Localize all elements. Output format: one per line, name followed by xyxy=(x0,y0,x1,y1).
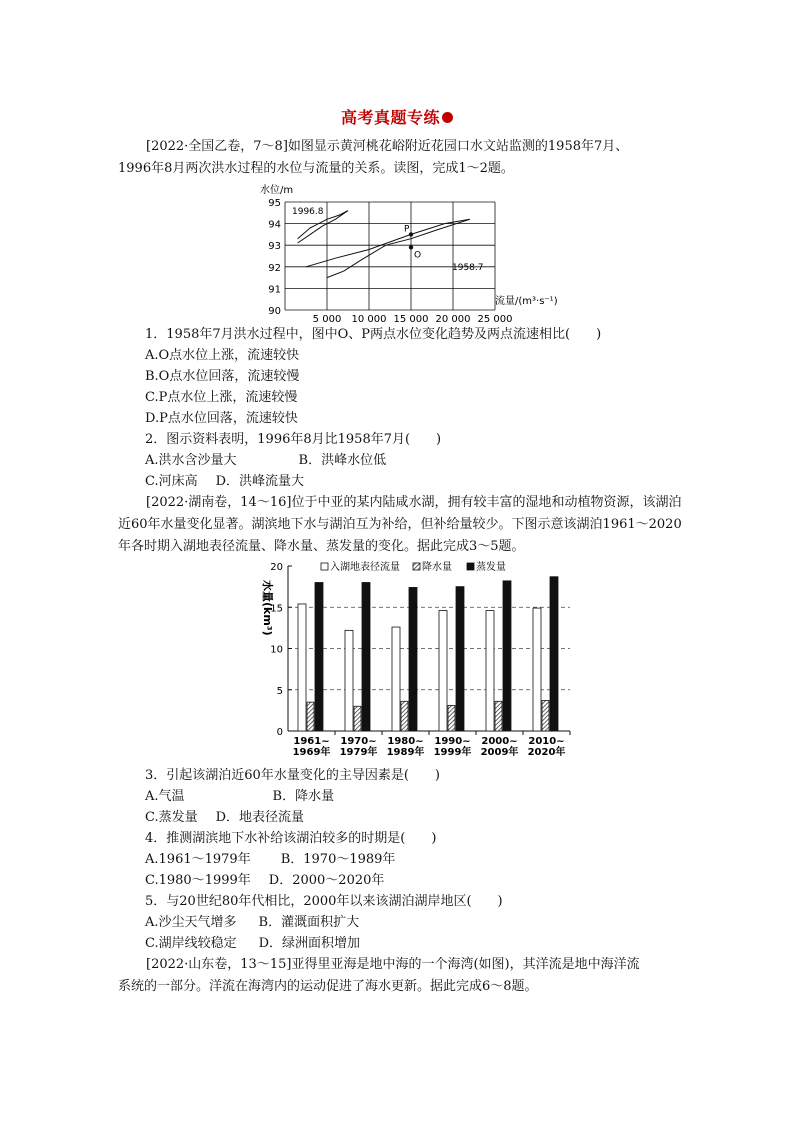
q3-options-row-1 xyxy=(145,786,334,807)
q3-option-b[interactable]: B．降水量 xyxy=(272,789,335,804)
chart1-xtick: 10 000 xyxy=(351,314,387,322)
chart2-xtick-label: 1989年 xyxy=(386,747,425,758)
bar-入湖地表径流量-5 xyxy=(533,608,541,731)
chart2-xtick-label: 1999年 xyxy=(433,747,472,758)
chart1-xtick: 5 000 xyxy=(312,314,342,322)
bar-入湖地表径流量-2 xyxy=(392,627,400,731)
chart1-xlabel: 流量/(m³·s⁻¹) xyxy=(495,296,558,307)
bar-蒸发量-5 xyxy=(550,577,558,731)
chart1-line-1958.7-falling xyxy=(327,219,470,277)
chart2-xtick-label: 2009年 xyxy=(480,747,519,758)
bar-蒸发量-2 xyxy=(409,587,417,731)
bar-入湖地表径流量-3 xyxy=(439,611,447,731)
q2-options-row-2 xyxy=(145,471,304,492)
legend-label-2: 蒸发量 xyxy=(476,562,506,573)
bar-蒸发量-4 xyxy=(503,581,511,731)
chart1-ylabel: 水位/m xyxy=(260,185,294,196)
chart1-ytick: 93 xyxy=(268,241,281,253)
bar-降水量-3 xyxy=(448,705,455,731)
bar-入湖地表径流量-1 xyxy=(345,630,353,731)
q4-options-row-2 xyxy=(145,870,384,891)
q3-option-a[interactable]: A.气温 xyxy=(145,789,185,804)
q3-option-d[interactable]: D．地表径流量 xyxy=(215,810,305,825)
legend-swatch-0 xyxy=(321,563,328,570)
q5-option-c[interactable]: C.湖岸线较稳定 xyxy=(145,936,237,951)
chart1-ytick: 92 xyxy=(268,262,281,274)
bar-入湖地表径流量-0 xyxy=(298,604,306,731)
chart2-ytick: 15 xyxy=(270,603,283,615)
intro1-line2: 1996年8月两次洪水过程的水位与流量的关系。读图，完成1～2题。 xyxy=(118,161,514,176)
question-1: 1．1958年7月洪水过程中，图中O、P两点水位变化趋势及两点流速相比( ) xyxy=(145,327,602,342)
chart1-ytick: 91 xyxy=(268,284,281,296)
chart1-line-1958.7-rising xyxy=(306,219,470,266)
chart2-ylabel: 水量(km³) xyxy=(261,580,274,636)
chart2-xtick-label: 2020年 xyxy=(527,747,566,758)
red-dot-icon xyxy=(442,112,453,123)
bar-降水量-4 xyxy=(495,701,502,731)
q2-option-a[interactable]: A.洪水含沙量大 xyxy=(145,453,237,468)
chart1-ytick: 95 xyxy=(268,198,281,209)
legend-swatch-2 xyxy=(467,563,474,570)
chart2-xtick-label: 2010~ xyxy=(528,736,565,747)
chart1-point-label-P: P xyxy=(404,224,410,235)
intro1-line1: [2022·全国乙卷，7～8]如图显示黄河桃花峪附近花园口水文站监测的1958年7月、 xyxy=(146,139,629,154)
chart1-xtick: 15 000 xyxy=(393,314,429,322)
series-label-1958: 1958.7 xyxy=(452,263,484,273)
q1-option-c[interactable]: C.P点水位上涨，流速较慢 xyxy=(145,390,298,405)
q3-options-row-2 xyxy=(145,807,304,828)
bar-降水量-5 xyxy=(542,700,549,731)
chart2-xtick-label: 1969年 xyxy=(292,747,331,758)
chart-lake-water-budget xyxy=(255,558,575,763)
q1-option-a[interactable]: A.O点水位上涨，流速较快 xyxy=(145,348,300,363)
q5-options-row-1 xyxy=(145,912,359,933)
chart1-xtick: 20 000 xyxy=(435,314,471,322)
q4-option-c[interactable]: C.1980～1999年 xyxy=(145,873,251,888)
intro-paragraph-3 xyxy=(118,954,688,998)
chart2-xtick-label: 1961~ xyxy=(293,736,330,747)
intro-paragraph-1 xyxy=(118,136,688,180)
chart2-xtick-label: 1970~ xyxy=(340,736,377,747)
q5-option-b[interactable]: B．灌溉面积扩大 xyxy=(258,915,360,930)
legend-label-0: 入湖地表径流量 xyxy=(330,562,400,573)
chart2-xtick-label: 1979年 xyxy=(339,747,378,758)
bar-降水量-1 xyxy=(354,706,361,731)
bar-入湖地表径流量-4 xyxy=(486,611,494,731)
q2-option-c[interactable]: C.河床高 xyxy=(145,474,198,489)
legend-label-1: 降水量 xyxy=(422,562,452,573)
q5-options-row-2 xyxy=(145,933,360,954)
chart1-point-O xyxy=(409,245,413,249)
q4-option-b[interactable]: B．1970～1989年 xyxy=(280,852,396,867)
question-5: 5．与20世纪80年代相比，2000年以来该湖泊湖岸地区( ) xyxy=(145,894,503,909)
legend-swatch-1 xyxy=(413,563,420,570)
chart2-xtick-label: 2000~ xyxy=(481,736,518,747)
intro-paragraph-2: [2022·湖南卷，14～16]位于中亚的某内陆咸水湖，拥有较丰富的湿地和动植物资源，该湖泊近60年水量变化显著。湖滨地下水与湖泊互为补给，但补给量较少。下图示意该湖泊1961～2020年各时期入湖地表径流量、降水量、蒸发量的变化。据此完成3～5题。 xyxy=(118,495,682,554)
q4-option-d[interactable]: D．2000～2020年 xyxy=(268,873,385,888)
q2-options-row-1 xyxy=(145,450,386,471)
q5-option-a[interactable]: A.沙尘天气增多 xyxy=(145,915,237,930)
chart2-ytick: 20 xyxy=(270,562,283,573)
q3-option-c[interactable]: C.蒸发量 xyxy=(145,810,198,825)
bar-蒸发量-0 xyxy=(315,583,323,732)
chart2-xtick-label: 1980~ xyxy=(387,736,424,747)
series-label-1996: 1996.8 xyxy=(292,207,324,217)
q4-option-a[interactable]: A.1961～1979年 xyxy=(145,852,251,867)
bar-蒸发量-3 xyxy=(456,587,464,731)
question-2: 2．图示资料表明，1996年8月比1958年7月( ) xyxy=(145,432,442,447)
chart2-ytick: 0 xyxy=(276,727,283,738)
question-4: 4．推测湖滨地下水补给该湖泊较多的时期是( ) xyxy=(145,831,437,846)
chart1-ytick: 90 xyxy=(268,306,281,317)
q4-options-row-1 xyxy=(145,849,395,870)
chart1-point-P xyxy=(409,232,413,236)
chart2-ytick: 5 xyxy=(276,685,283,697)
bar-降水量-0 xyxy=(307,702,314,731)
chart1-ytick: 94 xyxy=(268,219,281,231)
chart-water-level-flow xyxy=(255,180,575,322)
q2-option-b[interactable]: B．洪峰水位低 xyxy=(298,453,387,468)
chart2-ytick: 10 xyxy=(270,644,283,656)
q2-option-d[interactable]: D．洪峰流量大 xyxy=(215,474,305,489)
q5-option-d[interactable]: D．绿洲面积增加 xyxy=(258,936,361,951)
intro3-line1: [2022·山东卷，13～15]亚得里亚海是地中海的一个海湾(如图)，其洋流是地中海洋流 xyxy=(146,957,640,972)
intro3-line2: 系统的一部分。洋流在海湾内的运动促进了海水更新。据此完成6～8题。 xyxy=(118,979,538,994)
q1-option-d[interactable]: D.P点水位回落，流速较快 xyxy=(145,411,298,426)
bar-蒸发量-1 xyxy=(362,583,370,732)
chart1-xtick: 25 000 xyxy=(477,314,513,322)
bar-降水量-2 xyxy=(401,701,408,731)
q1-option-b[interactable]: B.O点水位回落，流速较慢 xyxy=(145,369,300,384)
question-3: 3．引起该湖泊近60年水量变化的主导因素是( ) xyxy=(145,768,440,783)
chart1-point-label-O: O xyxy=(414,250,422,261)
chart2-xtick-label: 1990~ xyxy=(434,736,471,747)
page-title: 高考真题专练 xyxy=(0,105,794,128)
